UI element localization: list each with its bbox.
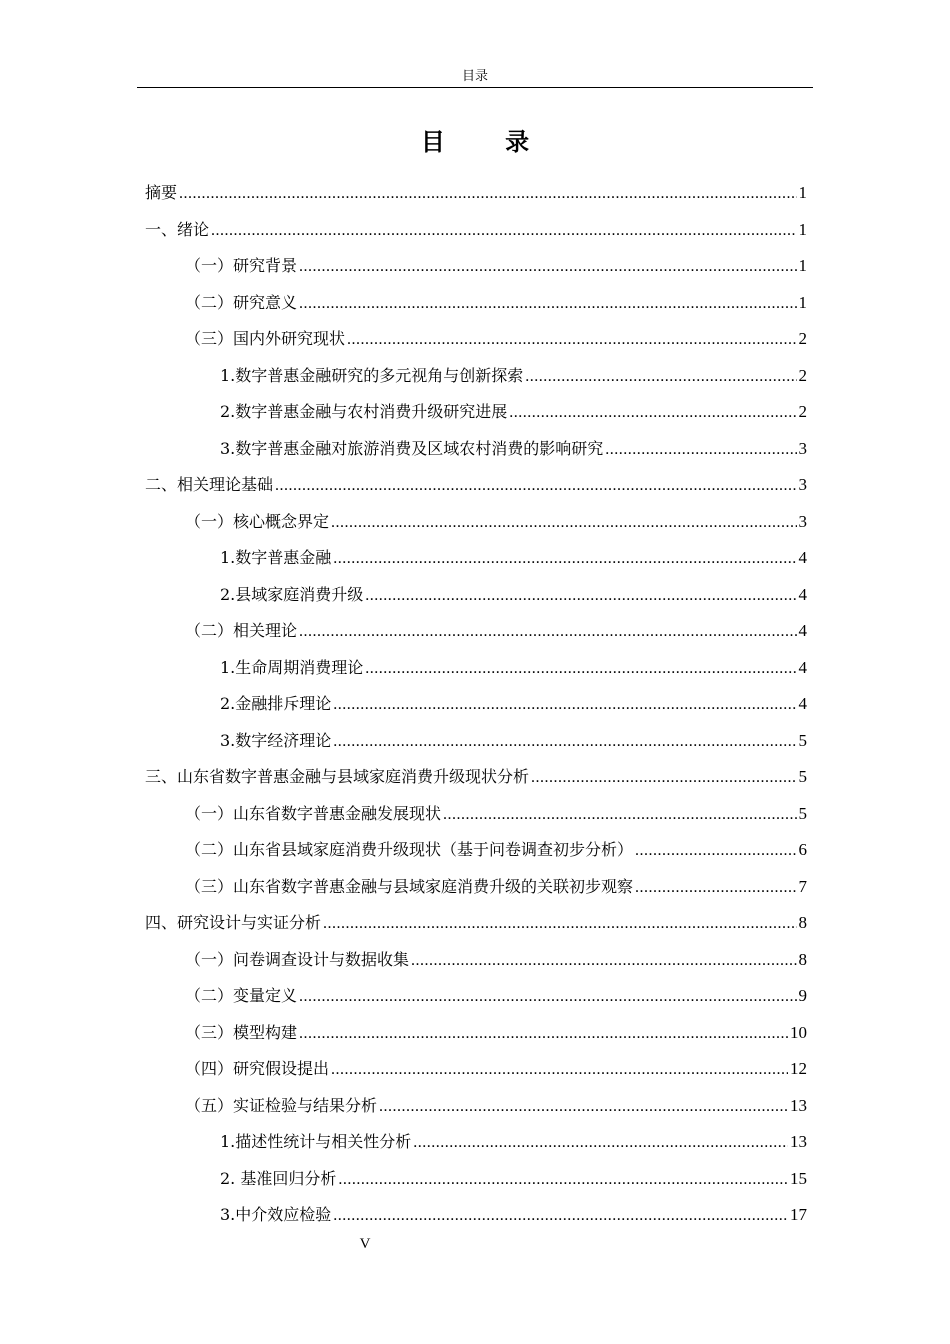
toc-entry-page: 13 [790,1095,807,1115]
toc-entry[interactable] [145,358,807,395]
toc-entry[interactable] [145,723,807,760]
toc-entry[interactable] [145,759,807,796]
toc-dot-leader [413,1125,788,1162]
toc-entry-text: 一、绪论 [145,219,210,239]
toc-entry[interactable] [145,285,807,322]
toc-entry-text: 2.县域家庭消费升级 [220,584,364,604]
toc-entry-text: 2.数字普惠金融与农村消费升级研究进展 [220,402,508,421]
toc-dot-leader [531,760,796,797]
toc-entry-text: 四、研究设计与实证分析 [145,913,322,932]
toc-entry-text: （二）变量定义 [185,986,298,1005]
toc-entry[interactable] [145,431,807,468]
toc-dot-leader [525,359,796,396]
toc-entry[interactable] [145,1088,807,1125]
toc-entry-page: 8 [798,913,807,932]
page-number: V [359,1236,371,1252]
toc-list [145,175,807,1234]
toc-entry-text: （二）山东省县域家庭消费升级现状（基于问卷调查初步分析） [185,840,634,859]
toc-entry-text: 3.数字普惠金融对旅游消费及区域农村消费的影响研究 [220,438,604,458]
toc-entry-page: 10 [790,1022,807,1042]
toc-entry[interactable] [145,942,807,979]
toc-entry-page: 13 [790,1132,807,1151]
toc-entry[interactable] [145,1161,807,1198]
toc-entry-page: 15 [790,1168,807,1188]
toc-dot-leader [635,833,796,870]
toc-dot-leader [179,176,796,213]
toc-entry-text: （四）研究假设提出 [185,1059,330,1078]
toc-dot-leader [333,541,796,578]
toc-entry[interactable] [145,1051,807,1088]
toc-entry-text: 1.描述性统计与相关性分析 [220,1132,412,1151]
toc-dot-leader [333,687,796,724]
toc-entry-page: 3 [798,475,807,494]
toc-dot-leader [333,724,796,761]
toc-entry-page: 3 [798,511,807,531]
toc-entry-text: （一）山东省数字普惠金融发展现状 [185,803,442,823]
toc-entry[interactable] [145,321,807,358]
toc-dot-leader [299,979,796,1016]
toc-entry-text: （一）核心概念界定 [185,511,330,531]
toc-dot-leader [299,1016,788,1053]
toc-entry[interactable] [145,796,807,833]
toc-dot-leader [211,213,796,250]
toc-dot-leader [365,651,796,688]
toc-entry[interactable] [145,577,807,614]
toc-dot-leader [443,797,796,834]
toc-entry-page: 1 [798,219,807,239]
toc-dot-leader [365,578,796,615]
toc-dot-leader [333,1198,788,1235]
toc-entry-page: 1 [798,256,807,275]
toc-entry-page: 2 [798,402,807,421]
toc-entry-text: 2.金融排斥理论 [220,694,332,713]
toc-dot-leader [323,906,796,943]
toc-entry-page: 12 [790,1059,807,1078]
toc-entry-text: （二）相关理论 [185,621,298,640]
running-header: 目录 [461,69,488,84]
toc-dot-leader [605,432,796,469]
toc-entry-text: 三、山东省数字普惠金融与县域家庭消费升级现状分析 [145,767,530,786]
toc-entry[interactable] [145,467,807,504]
toc-entry[interactable] [145,1197,807,1234]
toc-dot-leader [331,1052,788,1089]
header-rule [137,87,813,88]
toc-entry-page: 4 [798,657,807,677]
toc-entry-page: 1 [798,292,807,312]
toc-entry-text: 3.中介效应检验 [220,1205,332,1224]
toc-entry-page: 17 [790,1205,807,1224]
toc-entry[interactable] [145,175,807,212]
toc-entry[interactable] [145,1015,807,1052]
toc-dot-leader [299,249,796,286]
toc-entry-text: （三）山东省数字普惠金融与县域家庭消费升级的关联初步观察 [185,876,634,896]
toc-entry-text: （五）实证检验与结果分析 [185,1095,378,1115]
toc-dot-leader [275,468,796,505]
toc-entry[interactable] [145,540,807,577]
toc-entry[interactable] [145,650,807,687]
toc-entry-page: 4 [798,621,807,640]
toc-dot-leader [331,505,796,542]
toc-entry-page: 2 [798,329,807,348]
toc-dot-leader [299,614,796,651]
toc-entry-text: （三）模型构建 [185,1022,298,1042]
toc-entry-text: 2. 基准回归分析 [220,1168,337,1188]
toc-entry-text: （一）问卷调查设计与数据收集 [185,949,410,969]
toc-entry[interactable] [145,248,807,285]
toc-entry[interactable] [145,978,807,1015]
toc-entry-page: 4 [798,548,807,567]
toc-dot-leader [635,870,796,907]
toc-entry-page: 5 [798,767,807,786]
toc-entry[interactable] [145,504,807,541]
toc-entry-text: （一）研究背景 [185,256,298,275]
toc-dot-leader [379,1089,788,1126]
toc-entry[interactable] [145,1124,807,1161]
toc-entry[interactable] [145,212,807,249]
toc-entry[interactable] [145,613,807,650]
toc-entry-page: 4 [798,584,807,604]
toc-dot-leader [299,286,796,323]
toc-entry-page: 5 [798,803,807,823]
toc-entry[interactable] [145,394,807,431]
toc-entry[interactable] [145,832,807,869]
toc-entry[interactable] [145,905,807,942]
toc-title: 目 录 [420,127,556,156]
toc-dot-leader [338,1162,788,1199]
toc-entry-text: 1.生命周期消费理论 [220,657,364,677]
toc-entry-page: 8 [798,949,807,969]
toc-dot-leader [509,395,796,432]
toc-entry[interactable] [145,686,807,723]
toc-entry-page: 1 [798,183,807,202]
toc-dot-leader [347,322,796,359]
toc-dot-leader [411,943,796,980]
toc-entry-text: 二、相关理论基础 [145,475,274,494]
toc-entry-page: 3 [798,438,807,458]
toc-entry-text: （三）国内外研究现状 [185,329,346,348]
toc-entry-page: 5 [798,730,807,750]
toc-entry-page: 6 [798,840,807,859]
toc-entry-page: 2 [798,365,807,385]
toc-entry-text: （二）研究意义 [185,292,298,312]
toc-entry-page: 4 [798,694,807,713]
toc-entry-text: 1.数字普惠金融研究的多元视角与创新探索 [220,365,524,385]
toc-entry[interactable] [145,869,807,906]
toc-entry-page: 7 [798,876,807,896]
toc-entry-text: 1.数字普惠金融 [220,548,332,567]
toc-entry-text: 3.数字经济理论 [220,730,332,750]
toc-entry-text: 摘要 [145,183,178,202]
toc-entry-page: 9 [798,986,807,1005]
